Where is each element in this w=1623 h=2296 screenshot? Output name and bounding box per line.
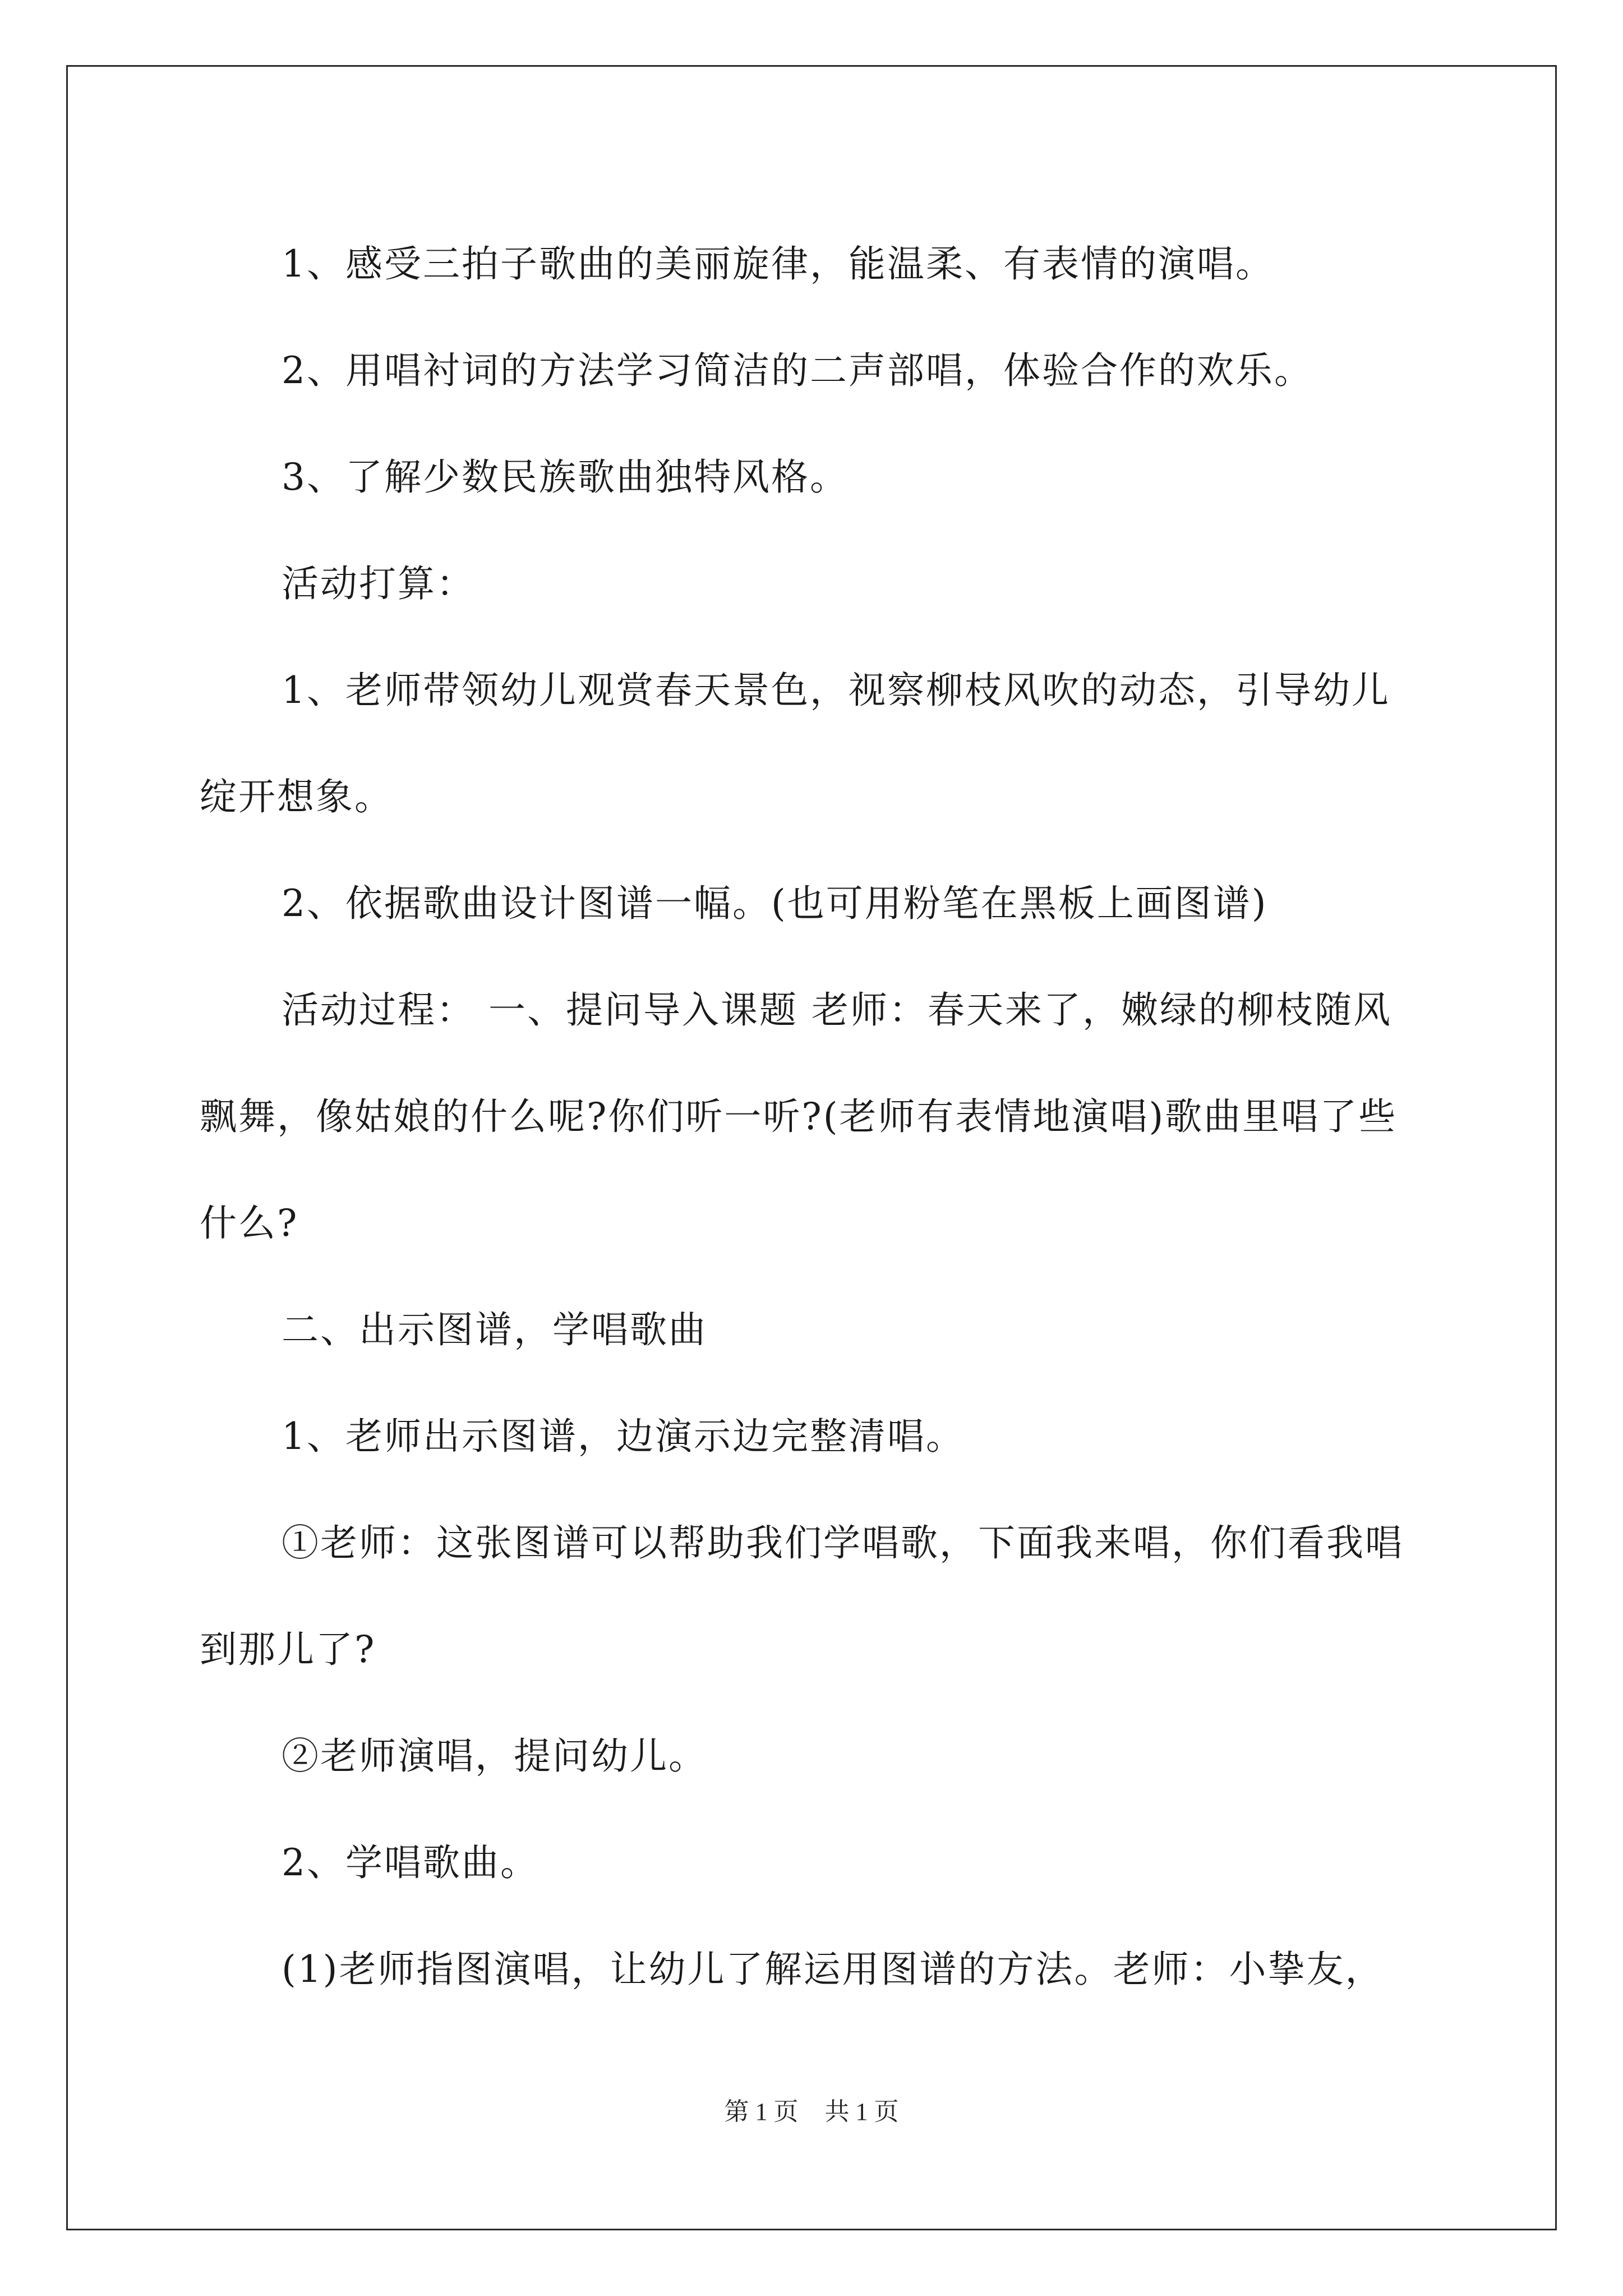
paragraph-step-1b: ②老师演唱，提问幼儿。 <box>282 1734 707 1778</box>
paragraph-objective-2: 2、用唱衬词的方法学习简洁的二声部唱，体验合作的欢乐。 <box>282 349 1313 392</box>
heading-activity-prep: 活动打算： <box>282 562 475 605</box>
paragraph-step-2: 2、学唱歌曲。 <box>282 1841 539 1884</box>
paragraph-objective-1: 1、感受三拍子歌曲的美丽旋律，能温柔、有表情的演唱。 <box>282 242 1274 286</box>
paragraph-objective-3: 3、了解少数民族歌曲独特风格。 <box>282 455 849 499</box>
heading-show-chart: 二、出示图谱，学唱歌曲 <box>282 1308 707 1351</box>
paragraph-activity-process: 活动过程： 一、提问导入课题 老师：春天来了，嫩绿的柳枝随风飘舞，像姑娘的什么呢?你们听一听?(老师有表情地演唱)歌曲里唱了些什么? <box>200 988 1398 1245</box>
paragraph-step-2a: (1)老师指图演唱，让幼儿了解运用图谱的方法。老师：小挚友， <box>282 1948 1384 1991</box>
page-footer <box>0 2091 1623 2127</box>
page-number-current: 第 1 页 <box>724 2098 799 2125</box>
paragraph-prep-1: 1、老师带领幼儿观赏春天景色，视察柳枝风吹的动态，引导幼儿绽开想象。 <box>200 669 1390 818</box>
paragraph-step-1: 1、老师出示图谱，边演示边完整清唱。 <box>282 1415 965 1458</box>
paragraph-prep-2: 2、依据歌曲设计图谱一幅。(也可用粉笔在黑板上画图谱) <box>282 882 1268 925</box>
paragraph-step-1a: ①老师：这张图谱可以帮助我们学唱歌，下面我来唱，你们看我唱到那儿了? <box>200 1521 1404 1671</box>
document-body <box>200 211 1428 2023</box>
page-number-total: 共 1 页 <box>824 2098 899 2125</box>
